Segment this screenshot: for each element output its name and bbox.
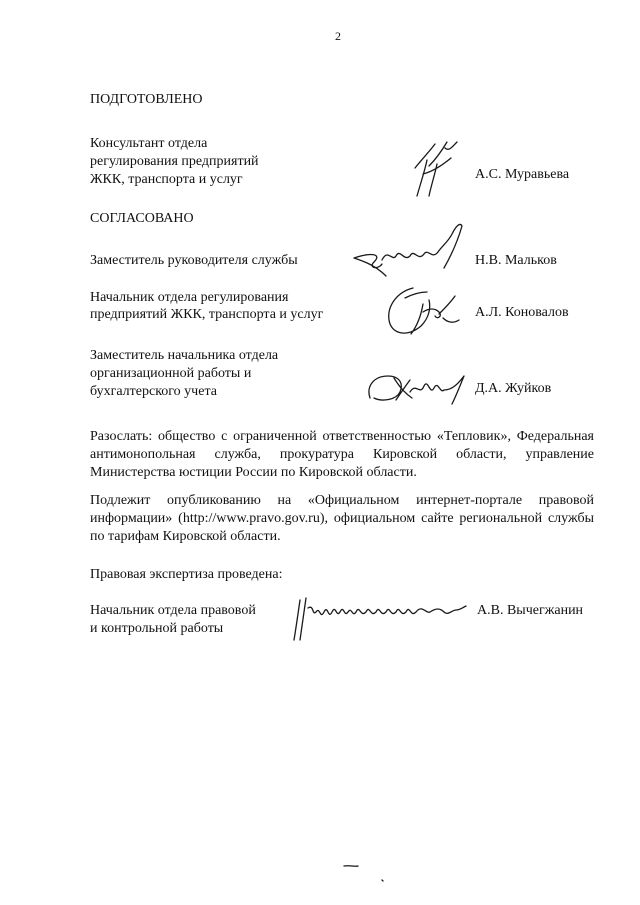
prepared-position-line-2: регулирования предприятий (90, 154, 259, 169)
signature-konovalov (383, 282, 461, 346)
agreed-signer-3-position-line-1: Заместитель начальника отдела (90, 348, 279, 363)
signature-muravyeva (405, 138, 465, 200)
prepared-heading: ПОДГОТОВЛЕНО (90, 92, 203, 107)
legal-review-position-line-2: и контрольной работы (90, 621, 224, 636)
agreed-signer-1-name: Н.В. Мальков (475, 253, 557, 268)
agreed-heading: СОГЛАСОВАНО (90, 211, 194, 226)
legal-review-position-line-1: Начальник отдела правовой (90, 603, 256, 618)
agreed-signer-2-position-line-2: предприятий ЖКК, транспорта и услуг (90, 307, 324, 322)
agreed-signer-3-position-line-3: бухгалтерского учета (90, 384, 217, 399)
legal-review-statement: Правовая экспертиза проведена: (90, 567, 283, 582)
bottom-scribble-mark (342, 856, 402, 886)
prepared-position-line-1: Консультант отдела (90, 136, 208, 151)
agreed-signer-3-name: Д.А. Жуйков (475, 381, 552, 396)
publication-paragraph: Подлежит опубликованию на «Официальном интернет-портале правовой информации» (http://www.pravo.gov.ru), официальном сайте региональной службы по тарифам Кировской области. (90, 493, 594, 544)
prepared-position-line-3: ЖКК, транспорта и услуг (90, 172, 243, 187)
agreed-signer-1-position: Заместитель руководителя службы (90, 253, 298, 268)
signature-malkov (352, 218, 470, 290)
distribution-paragraph: Разослать: общество с ограниченной ответственностью «Тепловик», Федеральная антимонопольная служба, прокуратура Кировской области, управление Министерства юстиции России по Кировской области. (90, 429, 594, 480)
signature-zhuikov (364, 368, 472, 408)
prepared-signer-name: А.С. Муравьева (475, 167, 570, 182)
agreed-signer-3-position-line-2: организационной работы и (90, 366, 252, 381)
agreed-signer-2-name: А.Л. Коновалов (475, 305, 569, 320)
signature-vychegzhanin (290, 594, 472, 644)
page-number: 2 (335, 29, 341, 43)
legal-review-signer-name: А.В. Вычегжанин (477, 603, 584, 618)
agreed-signer-2-position-line-1: Начальник отдела регулирования (90, 290, 289, 305)
